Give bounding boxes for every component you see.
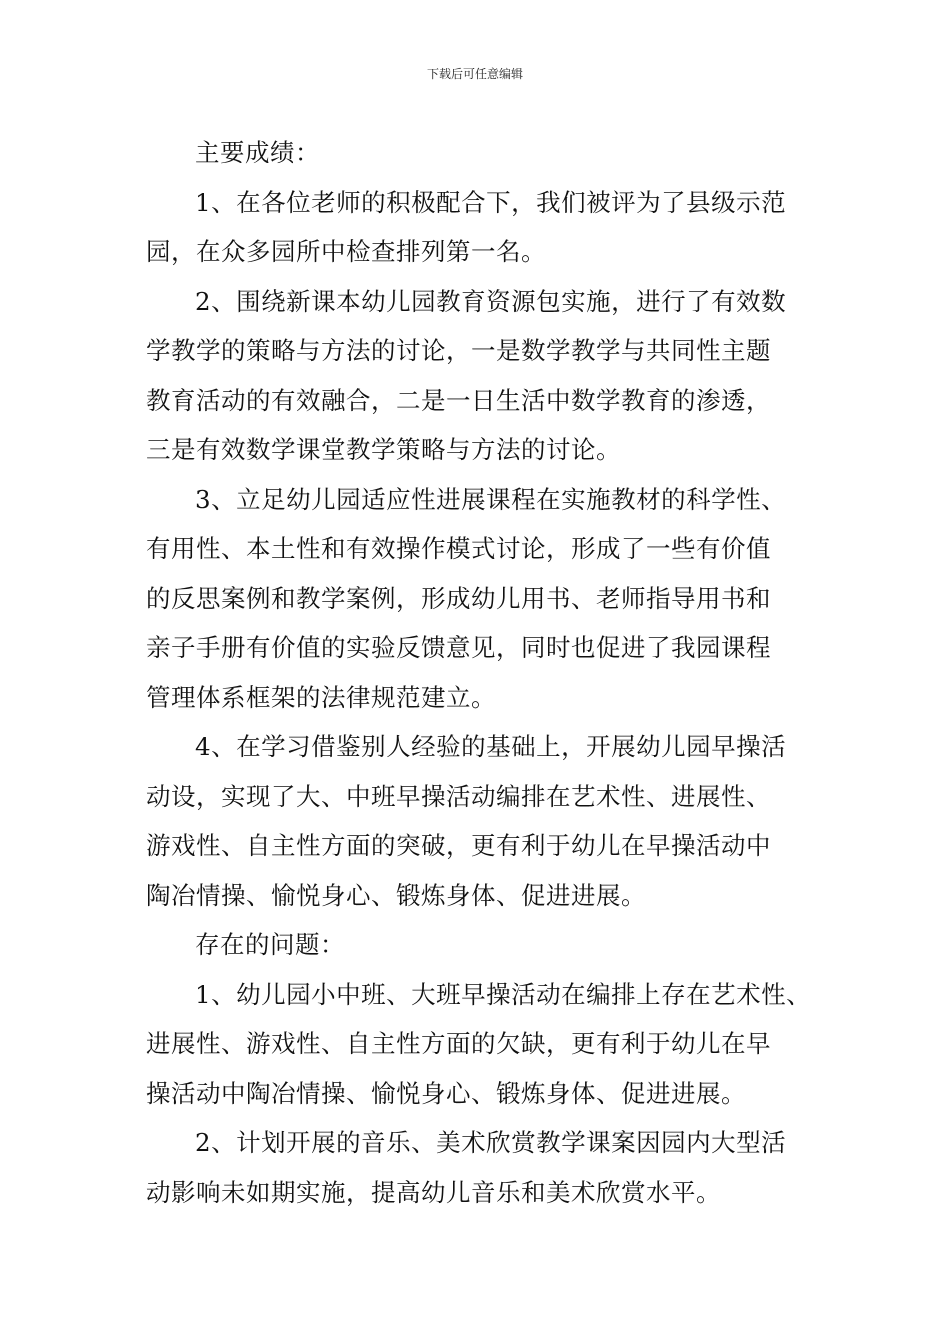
section-heading-achievements: [146, 128, 866, 178]
text-line: 主要成绩：: [195, 138, 320, 167]
document-body: [146, 128, 866, 1217]
text-line: 动影响未如期实施，提高幼儿音乐和美术欣赏水平。: [146, 1177, 721, 1207]
text-line: 陶冶情操、愉悦身心、锻炼身体、促进进展。: [146, 880, 646, 910]
text-line: 1、在各位老师的积极配合下，我们被评为了县级示范: [195, 187, 787, 217]
text-line: 3、立足幼儿园适应性进展课程在实施教材的科学性、: [195, 484, 787, 514]
paragraph-problem-1: [146, 970, 866, 1119]
text-line: 1、幼儿园小中班、大班早操活动在编排上存在艺术性、: [195, 979, 812, 1009]
text-line: 2、计划开展的音乐、美术欣赏教学课案因园内大型活: [195, 1128, 787, 1157]
paragraph-achievement-2: [146, 277, 866, 475]
text-line: 进展性、游戏性、自主性方面的欠缺，更有利于幼儿在早: [146, 1029, 771, 1058]
text-line: 三是有效数学课堂教学策略与方法的讨论。: [146, 435, 621, 464]
text-line: 操活动中陶冶情操、愉悦身心、锻炼身体、促进进展。: [146, 1078, 746, 1108]
text-line: 存在的问题：: [195, 930, 345, 959]
paragraph-achievement-1: [146, 178, 866, 277]
text-line: 园，在众多园所中检查排列第一名。: [146, 237, 546, 266]
text-line: 游戏性、自主性方面的突破，更有利于幼儿在早操活动中: [146, 831, 771, 860]
page-header: 下载后可任意编辑: [426, 67, 523, 81]
paragraph-achievement-3: [146, 475, 866, 723]
text-line: 学教学的策略与方法的讨论，一是数学教学与共同性主题: [146, 336, 771, 365]
paragraph-problem-2: [146, 1118, 866, 1217]
paragraph-achievement-4: [146, 722, 866, 920]
text-line: 教育活动的有效融合，二是一日生活中数学教育的渗透，: [146, 385, 771, 415]
text-line: 有用性、本土性和有效操作模式讨论，形成了一些有价值: [146, 534, 771, 563]
text-line: 的反思案例和教学案例，形成幼儿用书、老师指导用书和: [146, 583, 771, 613]
text-line: 亲子手册有价值的实验反馈意见，同时也促进了我园课程: [146, 633, 771, 662]
text-line: 2、围绕新课本幼儿园教育资源包实施，进行了有效数: [195, 286, 787, 316]
text-line: 4、在学习借鉴别人经验的基础上，开展幼儿园早操活: [195, 732, 787, 761]
section-heading-problems: [146, 920, 866, 970]
text-line: 动设，实现了大、中班早操活动编排在艺术性、进展性、: [146, 781, 771, 811]
text-line: 管理体系框架的法律规范建立。: [146, 682, 496, 712]
